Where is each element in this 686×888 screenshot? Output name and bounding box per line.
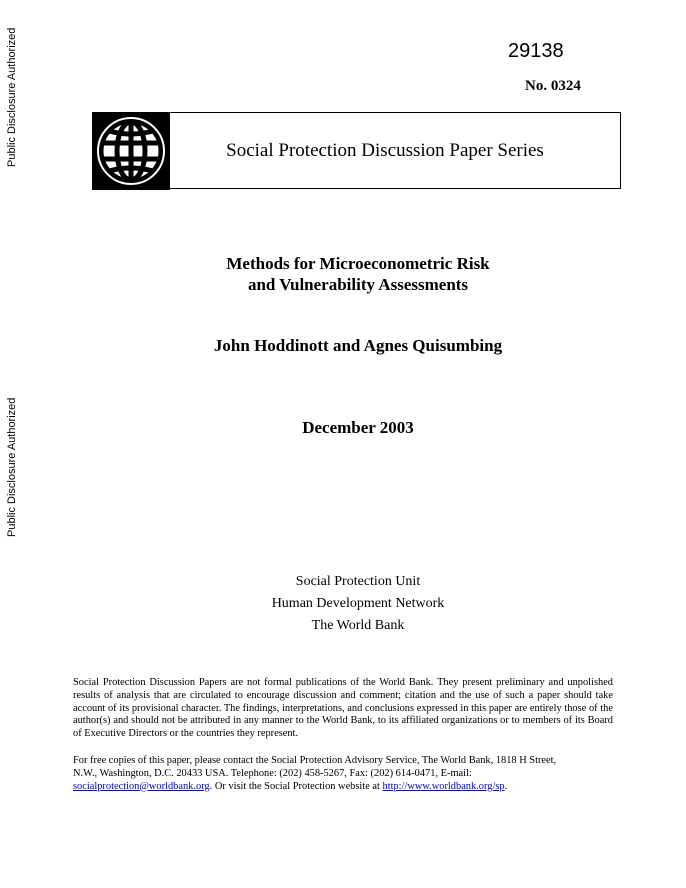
authors: John Hoddinott and Agnes Quisumbing bbox=[213, 336, 503, 355]
contact-text-2: N.W., Washington, D.C. 20433 USA. Telephone: (202) 458-5267, Fax: (202) 614-0471, E-mail: bbox=[73, 767, 472, 779]
side-label-public-disclosure-middle: Public Disclosure Authorized bbox=[6, 397, 18, 537]
series-banner bbox=[92, 112, 621, 189]
email-link[interactable]: socialprotection@worldbank.org bbox=[73, 780, 210, 792]
side-label-public-disclosure-top: Public Disclosure Authorized bbox=[6, 27, 18, 167]
org-institution: The World Bank bbox=[311, 618, 405, 633]
title-line-1: Methods for Microeconometric Risk bbox=[226, 254, 490, 273]
document-number: 29138 bbox=[508, 40, 564, 62]
contact-text-3: . Or visit the Social Protection website at bbox=[209, 780, 383, 792]
organization-block bbox=[0, 571, 686, 637]
paper-number: No. 0324 bbox=[525, 78, 581, 94]
series-title: Social Protection Discussion Paper Series bbox=[226, 139, 544, 161]
world-bank-globe-icon bbox=[92, 112, 170, 190]
org-network: Human Development Network bbox=[271, 596, 445, 611]
contact-text-1: For free copies of this paper, please contact the Social Protection Advisory Service, The World Bank, 1818 H Street, bbox=[73, 755, 557, 766]
website-link[interactable]: http://www.worldbank.org/sp bbox=[382, 780, 505, 792]
org-unit: Social Protection Unit bbox=[295, 574, 421, 589]
contact-block bbox=[73, 755, 618, 793]
publication-date: December 2003 bbox=[302, 418, 414, 437]
paper-title bbox=[0, 253, 686, 295]
disclaimer-text: Social Protection Discussion Papers are not formal publications of the World Bank. They present preliminary and unpolished results of analysis that are circulated to encourage discussion and comment; citation and the use of such a paper should take account of its provisional character. The findings, interpretations, and conclusions expressed in this paper are entirely those of the author(s) and should not be attributed in any manner to the World Bank, to its affiliated organizations or to members of its Board of Executive Directors or the countries they represent. bbox=[73, 677, 613, 740]
contact-text-end: . bbox=[504, 780, 508, 792]
title-line-2: and Vulnerability Assessments bbox=[247, 275, 469, 294]
